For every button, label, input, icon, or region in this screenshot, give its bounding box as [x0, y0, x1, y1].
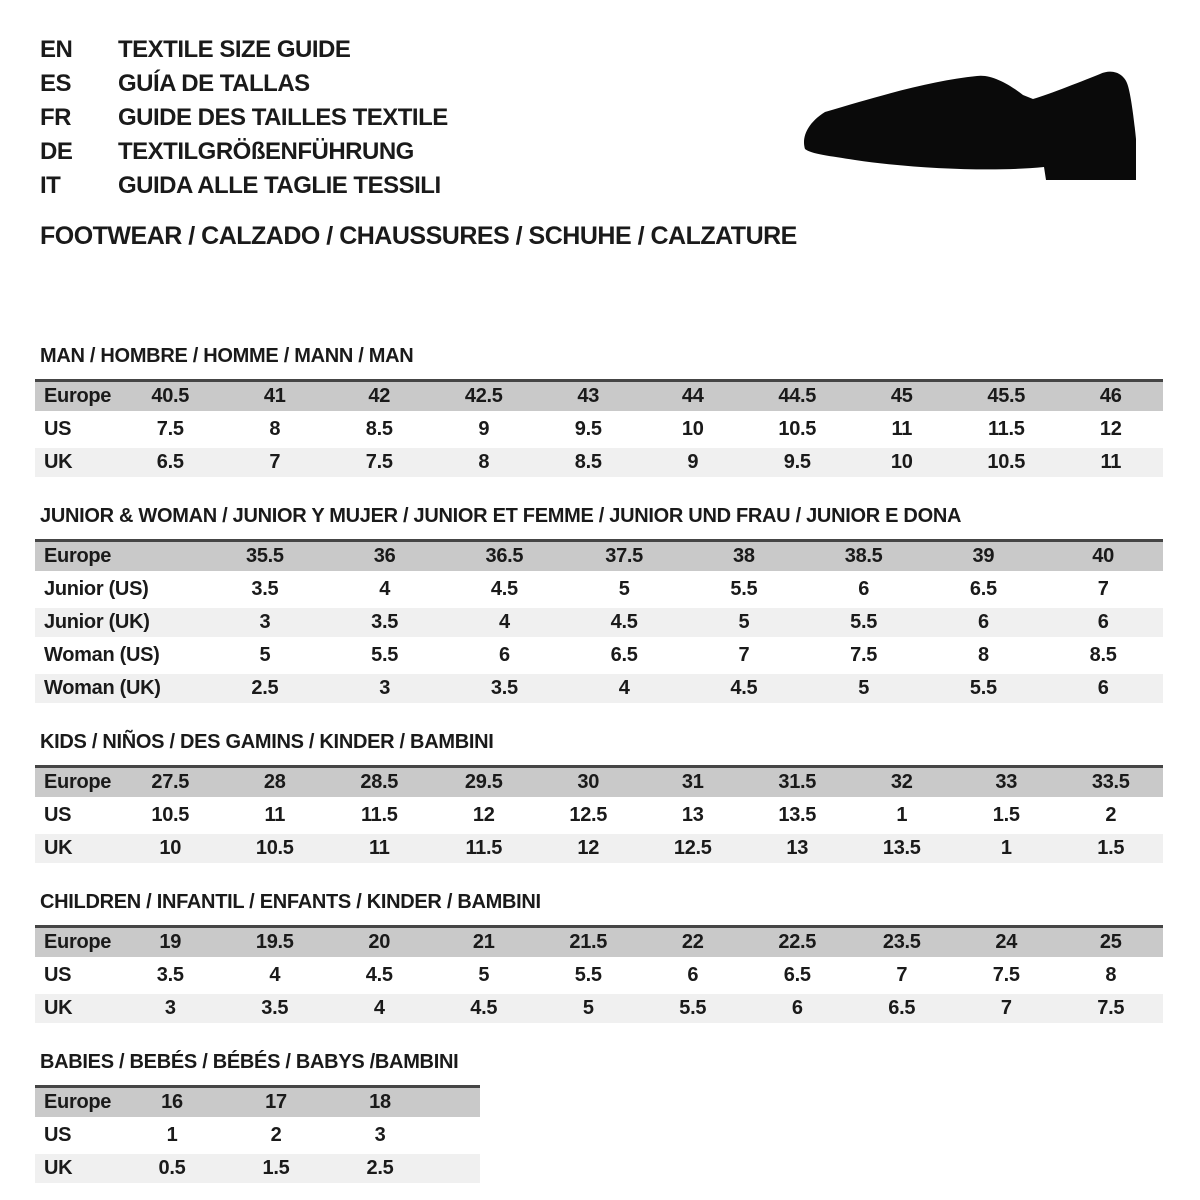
size-value: 46	[1099, 385, 1122, 407]
size-value: 27.5	[151, 771, 190, 793]
size-value: 22	[681, 931, 704, 953]
size-value: 39	[972, 545, 995, 567]
size-value: 3.5	[251, 578, 279, 600]
size-value: 5	[478, 964, 490, 986]
table-header-row	[35, 382, 1163, 411]
size-value: 7	[896, 964, 908, 986]
language-code: DE	[40, 138, 73, 165]
table-row	[35, 575, 1163, 604]
row-label: UK	[44, 451, 73, 473]
size-value: 28.5	[360, 771, 399, 793]
size-value: 10.5	[987, 451, 1026, 473]
size-value: 1.5	[262, 1157, 290, 1179]
language-title: GUÍA DE TALLAS	[118, 70, 310, 97]
category-heading: FOOTWEAR / CALZADO / CHAUSSURES / SCHUHE / CALZATURE	[40, 222, 797, 250]
size-value: 6	[858, 578, 870, 600]
row-label: UK	[44, 1157, 73, 1179]
size-value: 42.5	[464, 385, 503, 407]
section-title: MAN / HOMBRE / HOMME / MANN / MAN	[40, 345, 414, 367]
size-value: 6.5	[888, 997, 916, 1019]
size-tables-container	[35, 345, 1163, 1200]
table-header-row	[35, 1088, 480, 1117]
size-value: 45	[890, 385, 913, 407]
size-value: 31	[681, 771, 704, 793]
size-value: 11.5	[360, 804, 398, 826]
size-value: 4.5	[365, 964, 393, 986]
size-value: 8	[1105, 964, 1117, 986]
size-table	[35, 379, 1163, 477]
size-value: 9	[478, 418, 490, 440]
table-header-row	[35, 768, 1163, 797]
size-value: 41	[263, 385, 286, 407]
size-value: 5.5	[371, 644, 399, 666]
size-value: 18	[369, 1091, 391, 1113]
size-value: 8.5	[1089, 644, 1117, 666]
size-value: 4	[269, 964, 281, 986]
size-value: 6	[977, 611, 989, 633]
size-value: 6.5	[156, 451, 184, 473]
language-row	[40, 101, 448, 135]
size-value: 13.5	[882, 837, 921, 859]
size-section	[35, 1051, 1163, 1183]
size-value: 7.5	[992, 964, 1020, 986]
table-row	[35, 608, 1163, 637]
size-value: 17	[265, 1091, 287, 1113]
size-value: 40.5	[151, 385, 190, 407]
row-label: Europe	[44, 931, 112, 953]
size-table	[35, 539, 1163, 703]
size-table	[35, 925, 1163, 1023]
language-code: FR	[40, 104, 71, 131]
row-label: US	[44, 418, 72, 440]
size-value: 7.5	[1097, 997, 1125, 1019]
language-title: GUIDA ALLE TAGLIE TESSILI	[118, 172, 441, 199]
size-value: 5	[858, 677, 870, 699]
size-value: 5	[618, 578, 630, 600]
size-value: 40	[1092, 545, 1114, 567]
size-value: 7.5	[365, 451, 393, 473]
size-value: 36.5	[485, 545, 524, 567]
size-value: 43	[577, 385, 600, 407]
size-value: 5.5	[730, 578, 758, 600]
language-row	[40, 67, 448, 101]
row-label: UK	[44, 997, 73, 1019]
table-header-row	[35, 542, 1163, 571]
size-value: 6	[791, 997, 803, 1019]
size-value: 12.5	[673, 837, 712, 859]
size-value: 7	[269, 451, 281, 473]
size-value: 1.5	[992, 804, 1020, 826]
size-value: 21	[472, 931, 495, 953]
size-value: 9.5	[783, 451, 811, 473]
table-row	[35, 1121, 480, 1150]
size-value: 2.5	[251, 677, 279, 699]
size-value: 31.5	[778, 771, 817, 793]
size-table	[35, 1085, 480, 1183]
size-value: 6	[1097, 611, 1109, 633]
size-value: 33	[995, 771, 1018, 793]
language-code: IT	[40, 172, 61, 199]
size-value: 8.5	[574, 451, 602, 473]
language-list	[40, 33, 448, 203]
size-value: 10	[681, 418, 704, 440]
size-section	[35, 891, 1163, 1023]
size-value: 5.5	[969, 677, 997, 699]
size-value: 13	[786, 837, 809, 859]
size-value: 3.5	[371, 611, 399, 633]
size-value: 5	[582, 997, 594, 1019]
size-value: 4	[618, 677, 630, 699]
size-value: 12	[472, 804, 495, 826]
size-value: 6	[687, 964, 699, 986]
size-value: 9	[687, 451, 699, 473]
size-value: 8	[269, 418, 281, 440]
size-value: 8	[977, 644, 989, 666]
size-value: 2.5	[366, 1157, 394, 1179]
row-label: Woman (US)	[44, 644, 160, 666]
section-title: BABIES / BEBÉS / BÉBÉS / BABYS /BAMBINI	[40, 1051, 459, 1073]
size-value: 30	[577, 771, 600, 793]
size-value: 12	[577, 837, 600, 859]
size-value: 11	[368, 837, 390, 859]
size-value: 4.5	[610, 611, 638, 633]
size-value: 4.5	[470, 997, 498, 1019]
size-value: 7	[1097, 578, 1109, 600]
size-value: 10.5	[151, 804, 190, 826]
section-title: KIDS / NIÑOS / DES GAMINS / KINDER / BAMBINI	[40, 731, 494, 753]
shoe-icon	[795, 64, 1140, 194]
table-row	[35, 641, 1163, 670]
size-section	[35, 505, 1163, 703]
language-row	[40, 169, 448, 203]
size-value: 12.5	[569, 804, 608, 826]
size-value: 20	[368, 931, 391, 953]
language-title: TEXTILE SIZE GUIDE	[118, 36, 351, 63]
size-value: 6.5	[783, 964, 811, 986]
row-label: UK	[44, 837, 73, 859]
size-section	[35, 731, 1163, 863]
size-value: 8.5	[365, 418, 393, 440]
size-value: 16	[161, 1091, 183, 1113]
size-value: 19.5	[255, 931, 294, 953]
row-label: US	[44, 1124, 72, 1146]
size-value: 3.5	[490, 677, 518, 699]
size-value: 3.5	[261, 997, 289, 1019]
size-value: 3	[374, 1124, 386, 1146]
size-value: 10.5	[255, 837, 294, 859]
language-code: ES	[40, 70, 72, 97]
size-value: 1	[166, 1124, 178, 1146]
row-label: US	[44, 964, 72, 986]
size-value: 7	[1000, 997, 1012, 1019]
section-title: JUNIOR & WOMAN / JUNIOR Y MUJER / JUNIOR ET FEMME / JUNIOR UND FRAU / JUNIOR E DONA	[40, 505, 962, 527]
language-row	[40, 135, 448, 169]
row-label: Europe	[44, 771, 112, 793]
size-value: 1	[1000, 837, 1012, 859]
size-value: 44.5	[778, 385, 817, 407]
table-row	[35, 994, 1163, 1023]
size-value: 8	[478, 451, 490, 473]
table-row	[35, 1154, 480, 1183]
size-value: 38	[733, 545, 755, 567]
size-value: 12	[1099, 418, 1122, 440]
size-value: 10	[890, 451, 913, 473]
size-value: 6	[498, 644, 510, 666]
size-value: 21.5	[569, 931, 608, 953]
size-value: 4.5	[730, 677, 758, 699]
table-header-row	[35, 928, 1163, 957]
size-value: 11	[264, 804, 286, 826]
size-value: 5	[738, 611, 750, 633]
size-value: 10	[159, 837, 182, 859]
size-value: 44	[681, 385, 704, 407]
size-value: 7.5	[850, 644, 878, 666]
row-label: US	[44, 804, 72, 826]
language-row	[40, 33, 448, 67]
size-value: 5.5	[850, 611, 878, 633]
size-value: 33.5	[1091, 771, 1130, 793]
row-label: Woman (UK)	[44, 677, 161, 699]
size-value: 29.5	[464, 771, 503, 793]
size-value: 11.5	[465, 837, 503, 859]
size-value: 6.5	[969, 578, 997, 600]
size-value: 9.5	[574, 418, 602, 440]
size-value: 11	[1100, 451, 1122, 473]
size-table	[35, 765, 1163, 863]
size-value: 19	[159, 931, 182, 953]
size-section	[35, 345, 1163, 477]
size-value: 3	[164, 997, 176, 1019]
size-value: 28	[263, 771, 286, 793]
size-value: 3.5	[156, 964, 184, 986]
size-value: 24	[995, 931, 1018, 953]
table-row	[35, 415, 1163, 444]
size-value: 6	[1097, 677, 1109, 699]
size-value: 3	[259, 611, 271, 633]
size-value: 1	[896, 804, 908, 826]
size-value: 0.5	[158, 1157, 186, 1179]
table-row	[35, 448, 1163, 477]
size-value: 45.5	[987, 385, 1026, 407]
size-value: 2	[1105, 804, 1117, 826]
size-value: 13.5	[778, 804, 817, 826]
table-row	[35, 834, 1163, 863]
language-title: TEXTILGRÖßENFÜHRUNG	[118, 138, 414, 165]
size-value: 11.5	[987, 418, 1025, 440]
table-row	[35, 674, 1163, 703]
size-value: 23.5	[882, 931, 921, 953]
size-value: 36	[373, 545, 396, 567]
size-value: 25	[1099, 931, 1122, 953]
size-value: 38.5	[844, 545, 883, 567]
size-value: 7	[738, 644, 750, 666]
row-label: Europe	[44, 385, 112, 407]
size-value: 4	[498, 611, 510, 633]
size-value: 4	[373, 997, 385, 1019]
size-value: 32	[890, 771, 913, 793]
row-label: Junior (UK)	[44, 611, 150, 633]
size-value: 4.5	[490, 578, 518, 600]
size-value: 35.5	[246, 545, 284, 567]
section-title: CHILDREN / INFANTIL / ENFANTS / KINDER / BAMBINI	[40, 891, 541, 913]
size-value: 7.5	[156, 418, 184, 440]
size-value: 42	[368, 385, 391, 407]
size-value: 22.5	[778, 931, 817, 953]
table-row	[35, 961, 1163, 990]
size-value: 6.5	[610, 644, 638, 666]
size-value: 37.5	[605, 545, 643, 567]
language-code: EN	[40, 36, 73, 63]
size-value: 13	[681, 804, 704, 826]
language-title: GUIDE DES TAILLES TEXTILE	[118, 104, 448, 131]
table-row	[35, 801, 1163, 830]
size-value: 10.5	[778, 418, 817, 440]
row-label: Europe	[44, 545, 112, 567]
size-value: 2	[270, 1124, 282, 1146]
size-value: 5	[259, 644, 271, 666]
size-value: 5.5	[679, 997, 707, 1019]
size-value: 11	[891, 418, 913, 440]
row-label: Junior (US)	[44, 578, 149, 600]
size-value: 3	[379, 677, 391, 699]
size-value: 1.5	[1097, 837, 1125, 859]
row-label: Europe	[44, 1091, 112, 1113]
size-value: 5.5	[574, 964, 602, 986]
size-value: 4	[379, 578, 391, 600]
